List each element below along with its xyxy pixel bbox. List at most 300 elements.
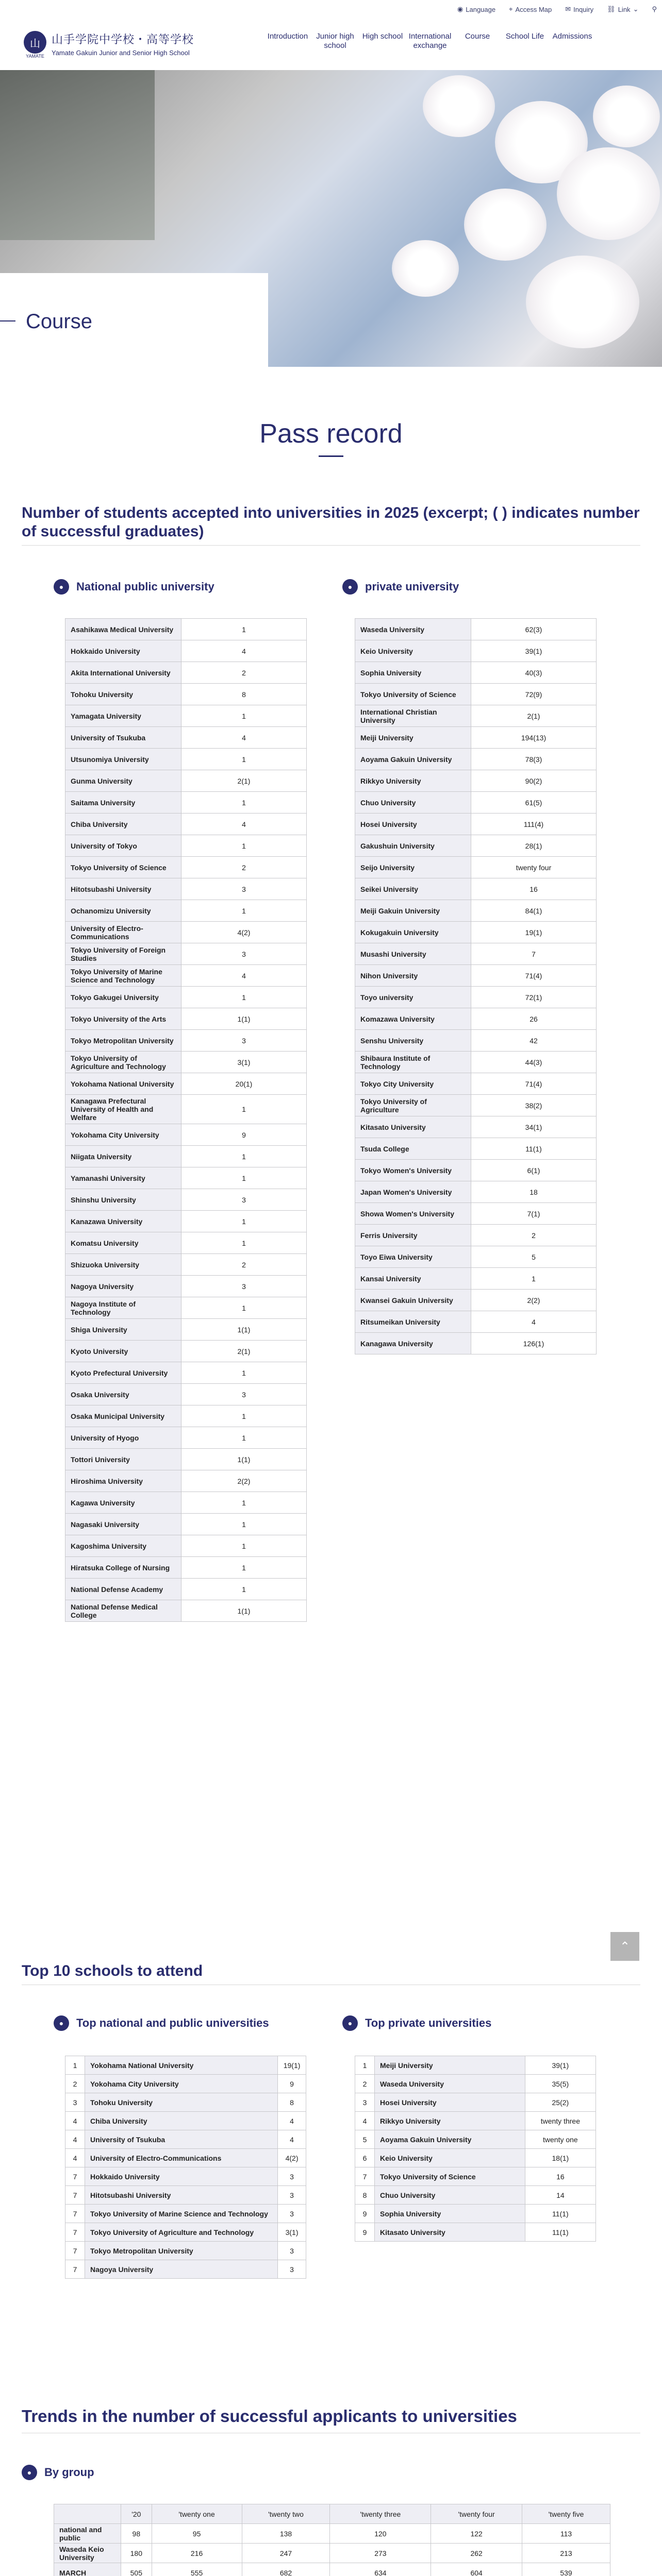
accepted-count: 20(1) [181,1073,307,1095]
accepted-count: 1 [181,1095,307,1124]
university-name: Aoyama Gakuin University [375,2130,525,2149]
table-row [65,1052,307,1073]
table-row [355,1290,597,1311]
university-name: Gakushuin University [355,835,471,857]
column-header: 'twenty two [242,2504,330,2524]
university-name: Meiji University [355,727,471,749]
row-label: MARCH [54,2563,121,2576]
table-row [355,749,597,770]
university-name: Tokyo University of Agriculture and Technology [65,1052,181,1073]
university-name: National Defense Academy [65,1579,181,1600]
accepted-count: 1 [181,987,307,1008]
accepted-count: 3 [181,1276,307,1297]
university-name: University of Tsukuba [65,727,181,749]
university-name: Chiba University [65,814,181,835]
table-row [355,727,597,749]
university-name: Chiba University [85,2112,278,2130]
rank: 4 [65,2130,85,2149]
table-row [355,770,597,792]
table-row [65,727,307,749]
university-name: International Christian University [355,705,471,727]
title-underline [319,455,343,457]
logo-jp: 山手学院中学校・高等学校 [52,33,194,46]
table-row [65,1030,307,1052]
university-name: Senshu University [355,1030,471,1052]
accepted-count: 4(2) [181,922,307,943]
accepted-count: 1 [181,900,307,922]
logo-en: Yamate Gakuin Junior and Senior High School [52,49,190,57]
accepted-count: 4 [471,1311,597,1333]
university-name: Kwansei Gakuin University [355,1290,471,1311]
nav-item[interactable]: International exchange [408,32,452,50]
rank: 3 [355,2093,375,2112]
accepted-count: 62(3) [471,619,597,640]
accepted-count: 19(1) [471,922,597,943]
globe-icon: ◉ [457,5,464,13]
table-row [65,640,307,662]
cell: 682 [242,2563,330,2576]
table-row [355,943,597,965]
accepted-count: 1 [181,1427,307,1449]
university-name: Shinshu University [65,1189,181,1211]
accepted-count: 1 [181,1211,307,1232]
accepted-count: 72(1) [471,987,597,1008]
university-name: Nagasaki University [65,1514,181,1535]
table-row [65,1341,307,1362]
cell: 247 [242,2544,330,2563]
rank: 7 [65,2223,85,2242]
university-name: Kansai University [355,1268,471,1290]
university-name: Komatsu University [65,1232,181,1254]
rank: 9 [355,2205,375,2223]
university-name: Ritsumeikan University [355,1311,471,1333]
university-name: Hokkaido University [65,640,181,662]
accepted-count: 2 [181,1254,307,1276]
accepted-count: 4 [181,727,307,749]
university-name: Yokohama National University [65,1073,181,1095]
university-name: Chuo University [375,2186,525,2205]
cell: 180 [121,2544,152,2563]
accepted-count: 2(2) [181,1470,307,1492]
accepted-count: 1 [181,1405,307,1427]
accepted-count: 8 [181,684,307,705]
dot-icon: ● [342,579,358,595]
accepted-count: 4 [181,640,307,662]
accepted-count: 2 [471,1225,597,1246]
university-name: Niigata University [65,1146,181,1167]
accepted-count: 16 [471,878,597,900]
rank: 7 [65,2186,85,2205]
access-map-link[interactable]: ⌖ Access Map [509,5,552,13]
count: 14 [525,2186,595,2205]
accepted-count: 18 [471,1181,597,1203]
cell: 505 [121,2563,152,2576]
accepted-count: 1 [181,705,307,727]
table-row [65,965,307,987]
rank: 1 [65,2056,85,2075]
accepted-count: 1 [181,792,307,814]
university-name: Tokyo University of Science [65,857,181,878]
table-row [355,2112,596,2130]
accepted-count: 7 [471,943,597,965]
table-row [355,2205,596,2223]
cell: 120 [330,2524,431,2544]
count: 18(1) [525,2149,595,2167]
top-private-table [355,2056,596,2242]
university-name: Kagoshima University [65,1535,181,1557]
university-name: Nihon University [355,965,471,987]
table-row [355,1116,597,1138]
table-row [65,2186,306,2205]
table-row [54,2563,610,2576]
university-name: Hitotsubashi University [85,2186,278,2205]
university-name: Kagawa University [65,1492,181,1514]
university-name: Rikkyo University [355,770,471,792]
table-row [355,619,597,640]
table-row [65,2205,306,2223]
university-name: Kyoto Prefectural University [65,1362,181,1384]
accepted-count: 1(1) [181,1449,307,1470]
university-name: Saitama University [65,792,181,814]
count: 9 [278,2075,306,2093]
table-row [65,814,307,835]
cell: 95 [152,2524,242,2544]
cell: 634 [330,2563,431,2576]
cell: 262 [431,2544,522,2563]
table-row [65,835,307,857]
university-name: Hiratsuka College of Nursing [65,1557,181,1579]
accepted-count: 1 [181,835,307,857]
university-name: Chuo University [355,792,471,814]
accepted-count: 1 [471,1268,597,1290]
university-name: Tokyo University of Marine Science and Technology [65,965,181,987]
table-row [65,1073,307,1095]
table-row [65,2056,306,2075]
count: 11(1) [525,2205,595,2223]
dot-icon: ● [54,579,69,595]
accepted-count: 1(1) [181,1008,307,1030]
table-row [65,662,307,684]
count: 19(1) [278,2056,306,2075]
table-row [355,2130,596,2149]
accepted-count: 1 [181,1297,307,1319]
rank: 1 [355,2056,375,2075]
divider [22,545,640,546]
back-to-top-button[interactable] [610,1932,639,1961]
accepted-count: 44(3) [471,1052,597,1073]
table-row [355,1203,597,1225]
university-name: Rikkyo University [375,2112,525,2130]
nav-item[interactable]: Admissions [552,32,592,41]
table-row [355,1073,597,1095]
accepted-count: 4 [181,814,307,835]
accepted-count: 34(1) [471,1116,597,1138]
count: 3 [278,2186,306,2205]
hero-title: Course [26,310,92,333]
national-table [65,618,307,1622]
chevron-up-icon: ⌃ [619,1939,631,1954]
cell: 555 [152,2563,242,2576]
university-name: Hosei University [355,814,471,835]
table-row [355,2093,596,2112]
cell: 273 [330,2544,431,2563]
university-name: Yokohama National University [85,2056,278,2075]
university-name: Seikei University [355,878,471,900]
accepted-count: 84(1) [471,900,597,922]
count: 3 [278,2260,306,2279]
section-title-top10: Top 10 schools to attend [22,1962,203,1979]
rank: 2 [355,2075,375,2093]
table-row [65,770,307,792]
university-name: Keio University [355,640,471,662]
column-header: 'twenty four [431,2504,522,2524]
accepted-count: 2(2) [471,1290,597,1311]
table-row [355,2149,596,2167]
university-name: Shizuoka University [65,1254,181,1276]
accepted-count: 78(3) [471,749,597,770]
table-row [65,1600,307,1622]
university-name: Meiji University [375,2056,525,2075]
count: 4 [278,2112,306,2130]
table-row [65,1535,307,1557]
global-nav [264,32,596,50]
table-row [65,1189,307,1211]
university-name: Tokyo University of Agriculture and Technology [85,2223,278,2242]
accepted-count: 2 [181,662,307,684]
nav-item[interactable]: High school [362,32,403,41]
accepted-count: 3 [181,878,307,900]
accepted-count: 40(3) [471,662,597,684]
table-row [65,1557,307,1579]
title-line [0,320,15,321]
university-name: Waseda University [355,619,471,640]
university-name: National Defense Medical College [65,1600,181,1622]
accepted-count: 7(1) [471,1203,597,1225]
national-heading: ● National public university [54,579,214,595]
table-row [355,2075,596,2093]
rank: 7 [65,2205,85,2223]
university-name: Tokyo Women's University [355,1160,471,1181]
university-name: Kanagawa Prefectural University of Health and Welfare [65,1095,181,1124]
accepted-count: 2(1) [181,1341,307,1362]
accepted-count: 3 [181,1030,307,1052]
inquiry-link[interactable]: ✉ Inquiry [565,5,594,13]
accepted-count: 71(4) [471,1073,597,1095]
table-row [355,684,597,705]
nav-item[interactable]: Junior high school [316,32,354,50]
university-name: Hitotsubashi University [65,878,181,900]
university-name: Tokyo University of Science [355,684,471,705]
table-row [65,1492,307,1514]
accepted-count: twenty four [471,857,597,878]
table-row [65,987,307,1008]
accepted-count: 28(1) [471,835,597,857]
cell: 98 [121,2524,152,2544]
table-row [65,792,307,814]
private-heading: ● private university [342,579,459,595]
accepted-count: 1 [181,1579,307,1600]
university-name: Tokyo Gakugei University [65,987,181,1008]
rank: 3 [65,2093,85,2112]
dot-icon: ● [54,2015,69,2031]
university-name: Tokyo University of Science [375,2167,525,2186]
table-row [65,2093,306,2112]
accepted-count: 1 [181,619,307,640]
table-row [65,1167,307,1189]
accepted-count: 1(1) [181,1600,307,1622]
nav-item[interactable]: School Life [505,32,544,41]
table-row [65,1124,307,1146]
table-row [65,749,307,770]
university-name: University of Tsukuba [85,2130,278,2149]
nav-item[interactable]: Course [465,32,490,41]
link-link[interactable]: ⛓ Link ⌄ [607,5,639,13]
rank: 7 [65,2260,85,2279]
row-label: Waseda Keio University [54,2544,121,2563]
university-name: University of Tokyo [65,835,181,857]
university-name: Keio University [375,2149,525,2167]
university-name: Tohoku University [65,684,181,705]
logo-small-text: YAMATE [26,54,44,59]
accepted-count: 2(1) [181,770,307,792]
university-name: Shiga University [65,1319,181,1341]
university-name: Waseda University [375,2075,525,2093]
accepted-count: 126(1) [471,1333,597,1354]
accepted-count: 1 [181,1492,307,1514]
table-row [65,1095,307,1124]
accepted-count: 1 [181,1514,307,1535]
section-title-accepted: Number of students accepted into universities in 2025 (excerpt; ( ) indicates number of successful graduates) [22,504,640,540]
university-name: Musashi University [355,943,471,965]
table-row [65,2167,306,2186]
accepted-count: 72(9) [471,684,597,705]
table-row [65,2223,306,2242]
accepted-count: 3 [181,1384,307,1405]
accepted-count: 1 [181,1146,307,1167]
count: 39(1) [525,2056,595,2075]
table-row [65,2112,306,2130]
table-row [65,1297,307,1319]
accepted-count: 1 [181,1535,307,1557]
table-row [65,1470,307,1492]
table-row [65,2075,306,2093]
accepted-count: 1 [181,1167,307,1189]
university-name: Tokyo University of Marine Science and Technology [85,2205,278,2223]
school-emblem: 山 [24,31,46,54]
university-name: Kanagawa University [355,1333,471,1354]
accepted-count: 9 [181,1124,307,1146]
rank: 8 [355,2186,375,2205]
university-name: Asahikawa Medical University [65,619,181,640]
university-name: Tokyo University of the Arts [65,1008,181,1030]
table-row [65,943,307,965]
university-name: Shibaura Institute of Technology [355,1052,471,1073]
accepted-count: 38(2) [471,1095,597,1116]
university-name: Aoyama Gakuin University [355,749,471,770]
count: 35(5) [525,2075,595,2093]
table-row [65,857,307,878]
table-row [65,1449,307,1470]
accepted-count: 2 [181,857,307,878]
university-name: Yokohama City University [65,1124,181,1146]
column-header [54,2504,121,2524]
university-name: Seijo University [355,857,471,878]
hero-title-box [0,273,268,367]
university-name: Akita International University [65,662,181,684]
university-name: Japan Women's University [355,1181,471,1203]
dot-icon: ● [342,2015,358,2031]
table-row [355,662,597,684]
private-table [355,618,597,1354]
count: 3(1) [278,2223,306,2242]
row-label: national and public [54,2524,121,2544]
university-name: Yokohama City University [85,2075,278,2093]
cell: 122 [431,2524,522,2544]
university-name: Yamagata University [65,705,181,727]
university-name: Tokyo University of Foreign Studies [65,943,181,965]
table-row [355,2167,596,2186]
university-name: Osaka Municipal University [65,1405,181,1427]
map-pin-icon: ⌖ [509,5,513,13]
count: 3 [278,2167,306,2186]
table-row [65,1146,307,1167]
rank: 9 [355,2223,375,2242]
accepted-count: 1 [181,1232,307,1254]
university-name: Osaka University [65,1384,181,1405]
university-name: Hiroshima University [65,1470,181,1492]
university-name: Kyoto University [65,1341,181,1362]
table-row [355,857,597,878]
table-row [65,1211,307,1232]
rank: 7 [355,2167,375,2186]
rank: 5 [355,2130,375,2149]
table-row [355,1030,597,1052]
table-row [65,1276,307,1297]
accepted-count: 90(2) [471,770,597,792]
table-row [355,965,597,987]
accepted-count: 26 [471,1008,597,1030]
accepted-count: 39(1) [471,640,597,662]
accepted-count: 1 [181,1362,307,1384]
site-logo[interactable] [24,31,194,59]
table-row [355,1333,597,1354]
nav-item[interactable]: Introduction [267,32,308,41]
mail-icon: ✉ [565,5,571,13]
table-row [65,1514,307,1535]
university-name: Toyo university [355,987,471,1008]
table-row [355,922,597,943]
university-name: University of Electro-Communications [65,922,181,943]
dot-icon: ● [22,2465,37,2480]
table-row [65,1384,307,1405]
search-icon[interactable]: ⚲ [652,5,657,13]
table-row [355,878,597,900]
count: 4 [278,2130,306,2149]
university-name: Tottori University [65,1449,181,1470]
university-name: Gunma University [65,770,181,792]
university-name: Nagoya University [65,1276,181,1297]
table-row [65,922,307,943]
accepted-count: 1(1) [181,1319,307,1341]
count: 25(2) [525,2093,595,2112]
table-row [355,2056,596,2075]
language-link[interactable]: ◉ Language [457,5,496,13]
column-header: 'twenty five [522,2504,610,2524]
table-row [355,792,597,814]
count: 3 [278,2242,306,2260]
university-name: University of Electro-Communications [85,2149,278,2167]
table-row [65,1254,307,1276]
